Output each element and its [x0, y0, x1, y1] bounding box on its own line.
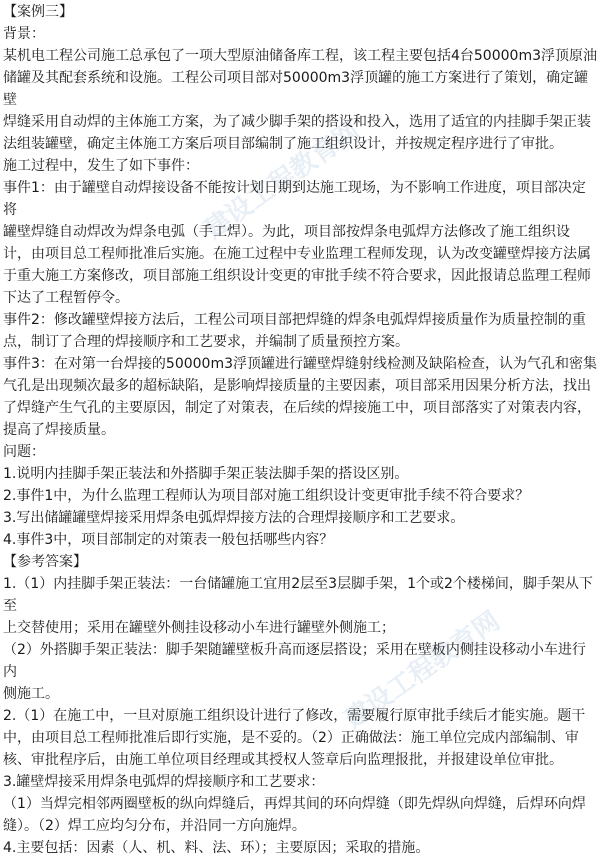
text-line: 某机电工程公司施工总承包了一项大型原油储备库工程，该工程主要包括4台50000m3浮顶原油 [3, 48, 597, 64]
text-line: 事件2：修改罐壁焊接方法后，工程公司项目部把焊缝的焊条电弧焊焊接质量作为质量控制的重 [3, 312, 586, 328]
text-line: 【参考答案】 [3, 554, 87, 570]
text-line: 于重大施工方案修改，项目部施工组织设计变更的审批手续不符合要求，因此报请总监理工程师 [3, 268, 591, 284]
text-line: 下达了工程暂停令。 [3, 290, 129, 306]
text-line: 计，由项目总工程师批准后实施。在施工过程中专业监理工程师发现，认为改变罐壁焊接方法属 [3, 246, 591, 262]
watermark: 建设工程教育网 [339, 606, 506, 736]
text-line: 3.写出储罐罐壁焊接采用焊条电弧焊焊接方法的合理焊接顺序和工艺要求。 [3, 510, 465, 526]
text-line: 4.主要包括：因素（人、机、料、法、环）；主要原因；采取的措施。 [3, 840, 430, 856]
text-line: 储罐及其配套系统和设施。工程公司项目部对50000m3浮顶罐的施工方案进行了策划，确定罐壁 [3, 70, 589, 108]
text-line: 施工过程中，发生了如下事件： [3, 158, 199, 174]
text-line: 2.（1）在施工中，一旦对原施工组织设计进行了修改，需要履行原审批手续后才能实施。题干 [3, 708, 586, 724]
watermark: 建设工程教育网 [199, 116, 366, 246]
document-body [3, 0, 597, 859]
text-line: 点，制订了合理的焊接顺序和工艺要求，并编制了质量预控方案。 [3, 334, 409, 350]
text-line: 3.罐壁焊接采用焊条电弧焊的焊接顺序和工艺要求： [3, 774, 325, 790]
text-line: 事件3：在对第一台焊接的50000m3浮顶罐进行罐壁焊缝射线检测及缺陷检查，认为气孔和密集 [3, 356, 597, 372]
text-line: 4.事件3中，项目部制定的对策表一般包括哪些内容？ [3, 532, 334, 548]
text-line: 1.（1）内挂脚手架正装法：一台储罐施工宜用2层至3层脚手架，1个或2个楼梯间，脚手架从下至 [3, 576, 593, 614]
text-line: （2）外搭脚手架正装法：脚手架随罐壁板升高而逐层搭设；采用在壁板内侧挂设移动小车进行内 [3, 642, 586, 680]
text-line: 背景： [3, 26, 45, 42]
text-line: 【案例三】 [3, 4, 73, 20]
text-line: 提高了焊接质量。 [3, 422, 115, 438]
text-line: （1）当焊完相邻两圈壁板的纵向焊缝后，再焊其间的环向焊缝（即先焊纵向焊缝，后焊环向焊 [3, 796, 586, 812]
text-line: 缝）。（2）焊工应均匀分布，并沿同一方向施焊。 [3, 818, 306, 834]
text-line: 2.事件1中，为什么监理工程师认为项目部对施工组织设计变更审批手续不符合要求？ [3, 488, 530, 504]
text-line: 1.说明内挂脚手架正装法和外搭脚手架正装法脚手架的搭设区别。 [3, 466, 409, 482]
text-line: 焊缝采用自动焊的主体施工方案，为了减少脚手架的搭设和投入，选用了适宜的内挂脚手架正装 [3, 114, 591, 130]
text-line: 气孔是出现频次最多的超标缺陷，是影响焊接质量的主要因素，项目部采用因果分析方法，找出 [3, 378, 591, 394]
text-line: 事件1：由于罐壁自动焊接设备不能按计划日期到达施工现场，为不影响工作进度，项目部决定将 [3, 180, 586, 218]
text-line: 上交替使用；采用在罐壁外侧挂设移动小车进行罐壁外侧施工； [3, 620, 395, 636]
text-line: 问题： [3, 444, 45, 460]
text-line: 法组装罐壁，确定主体施工方案后项目部编制了施工组织设计，并按规定程序进行了审批。 [3, 136, 563, 152]
text-line: 核、审批程序后，由施工单位项目经理或其授权人签章后向监理报批，并报建设单位审批。 [3, 752, 563, 768]
text-line: 了焊缝产生气孔的主要原因，制定了对策表，在后续的焊接施工中，项目部落实了对策表内容， [3, 400, 591, 416]
text-line: 罐壁焊缝自动焊改为焊条电弧（手工焊）。为此，项目部按焊条电弧焊方法修改了施工组织设 [3, 224, 570, 240]
text-line: 侧施工。 [3, 686, 59, 702]
text-line: 中，由项目总工程师批准后即行实施，是不妥的。（2）正确做法：施工单位完成内部编制、审 [3, 730, 579, 746]
